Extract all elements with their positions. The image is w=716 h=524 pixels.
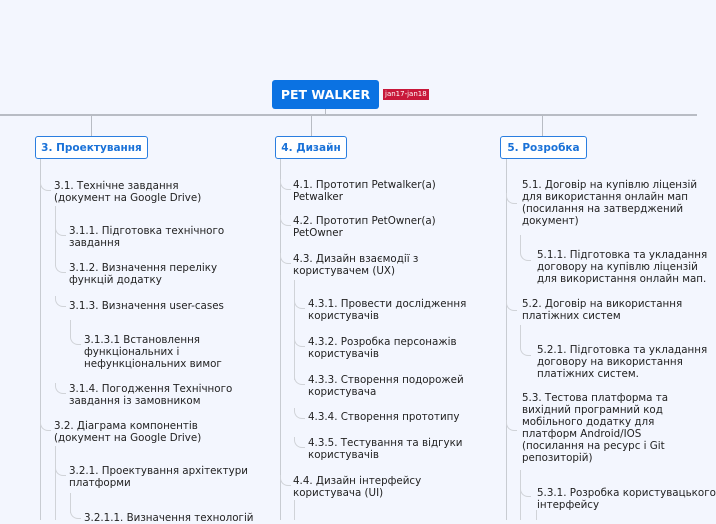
connector [55, 296, 66, 307]
subtopic-3-1-1[interactable]: 3.1.1. Підготовка технічного завдання [69, 225, 225, 249]
subtopic-3-1-2[interactable]: 3.1.2. Визначення переліку функцій додатку [69, 262, 218, 286]
subtopic-3-1[interactable]: 3.1. Технічне завдання (документ на Google Drive) [54, 180, 202, 204]
connector [506, 420, 517, 431]
connector [70, 508, 81, 519]
subbranch-line [520, 325, 521, 345]
connector [40, 420, 51, 431]
connector [280, 215, 291, 226]
subbranch-line [70, 320, 71, 335]
date-badge: jan17-jan18 [385, 90, 427, 98]
subbranch-line [520, 470, 521, 520]
connector [55, 465, 66, 476]
subtopic-3-2[interactable]: 3.2. Діаграма компонентів (документ на Google Drive) [54, 420, 202, 444]
subtopic-3-2-1-1[interactable]: 3.2.1.1. Визначення технологій [84, 512, 254, 524]
subbranch-line [536, 510, 537, 520]
connector [294, 336, 305, 347]
subtopic-3-1-3[interactable]: 3.1.3. Визначення user-cases [69, 300, 224, 312]
subtopic-5-1-1[interactable]: 5.1.1. Підготовка та укладання договору на купівлю ліцензій для використання онлайн мап. [537, 249, 708, 285]
subtopic-5-3-1[interactable]: 5.3.1. Розробка користувацького інтерфейсу [537, 487, 716, 511]
branch-connector [311, 116, 312, 136]
connector [294, 298, 305, 309]
connector [520, 250, 531, 261]
subbranch-line [55, 206, 56, 266]
connector [294, 408, 305, 419]
connector [520, 345, 531, 356]
connector [280, 179, 291, 190]
subtopic-3-1-3-1[interactable]: 3.1.3.1 Встановлення функціональних і нефункціональних вимог [84, 334, 222, 370]
connector [294, 374, 305, 385]
connector [506, 193, 517, 204]
subtopic-4-4[interactable]: 4.4. Дизайн інтерфейсу користувача (UI) [293, 475, 422, 499]
subbranch-line [294, 280, 295, 380]
subtopic-4-3-4[interactable]: 4.3.4. Створення прототипу [308, 411, 460, 423]
subtopic-3-1-4[interactable]: 3.1.4. Погодження Технічного завдання із замовником [69, 383, 233, 407]
topic-proektuvannia[interactable]: 3. Проектування [35, 136, 148, 159]
main-connector-line [0, 114, 697, 116]
subtopic-4-3-3[interactable]: 4.3.3. Створення подорожей користувача [308, 374, 464, 398]
connector [55, 383, 66, 394]
subtopic-4-3[interactable]: 4.3. Дизайн взаємодії з користувачем (UX) [293, 253, 419, 277]
branch-connector [91, 116, 92, 136]
subtopic-5-2[interactable]: 5.2. Договір на використання платіжних систем [522, 298, 683, 322]
topic-dyzain[interactable]: 4. Дизайн [275, 136, 347, 159]
connector [40, 180, 51, 191]
connector [55, 225, 66, 236]
branch-line [506, 159, 507, 520]
branch-connector [542, 116, 543, 136]
subtopic-4-3-1[interactable]: 4.3.1. Провести дослідження користувачів [308, 298, 467, 322]
subtopic-4-3-2[interactable]: 4.3.2. Розробка персонажів користувачів [308, 336, 457, 360]
branch-line [280, 159, 281, 520]
subtopic-5-2-1[interactable]: 5.2.1. Підготовка та укладання договору на використання платіжних систем. [537, 344, 708, 380]
connector [506, 300, 517, 311]
subtopic-3-2-1[interactable]: 3.2.1. Проектування архітектури платформи [69, 465, 248, 489]
subtopic-5-3[interactable]: 5.3. Тестова платформа та вихідний програмний код мобільного додатку для платформ Android/IOS (посилання на ресурс і Git репозиторій) [522, 392, 669, 464]
root-connector [325, 109, 326, 115]
subbranch-line [520, 235, 521, 250]
connector [294, 437, 305, 448]
connector [70, 334, 81, 345]
subbranch-line [55, 446, 56, 520]
connector [520, 486, 531, 497]
root-topic[interactable]: PET WALKER [272, 80, 379, 109]
topic-rozrobka[interactable]: 5. Розробка [500, 136, 587, 159]
subtopic-5-1[interactable]: 5.1. Договір на купівлю ліцензій для використання онлайн мап (посилання на затверджений документ) [522, 179, 698, 227]
subtopic-4-3-5[interactable]: 4.3.5. Тестування та відгуки користувачів [308, 437, 463, 461]
subtopic-4-1[interactable]: 4.1. Прототип Petwalker(а) Petwalker [293, 179, 436, 203]
subtopic-4-2[interactable]: 4.2. Прототип PetOwner(а) PetOwner [293, 215, 436, 239]
connector [280, 253, 291, 264]
subbranch-line [294, 500, 295, 520]
connector [280, 475, 291, 486]
branch-line [40, 159, 41, 520]
connector [55, 262, 66, 273]
